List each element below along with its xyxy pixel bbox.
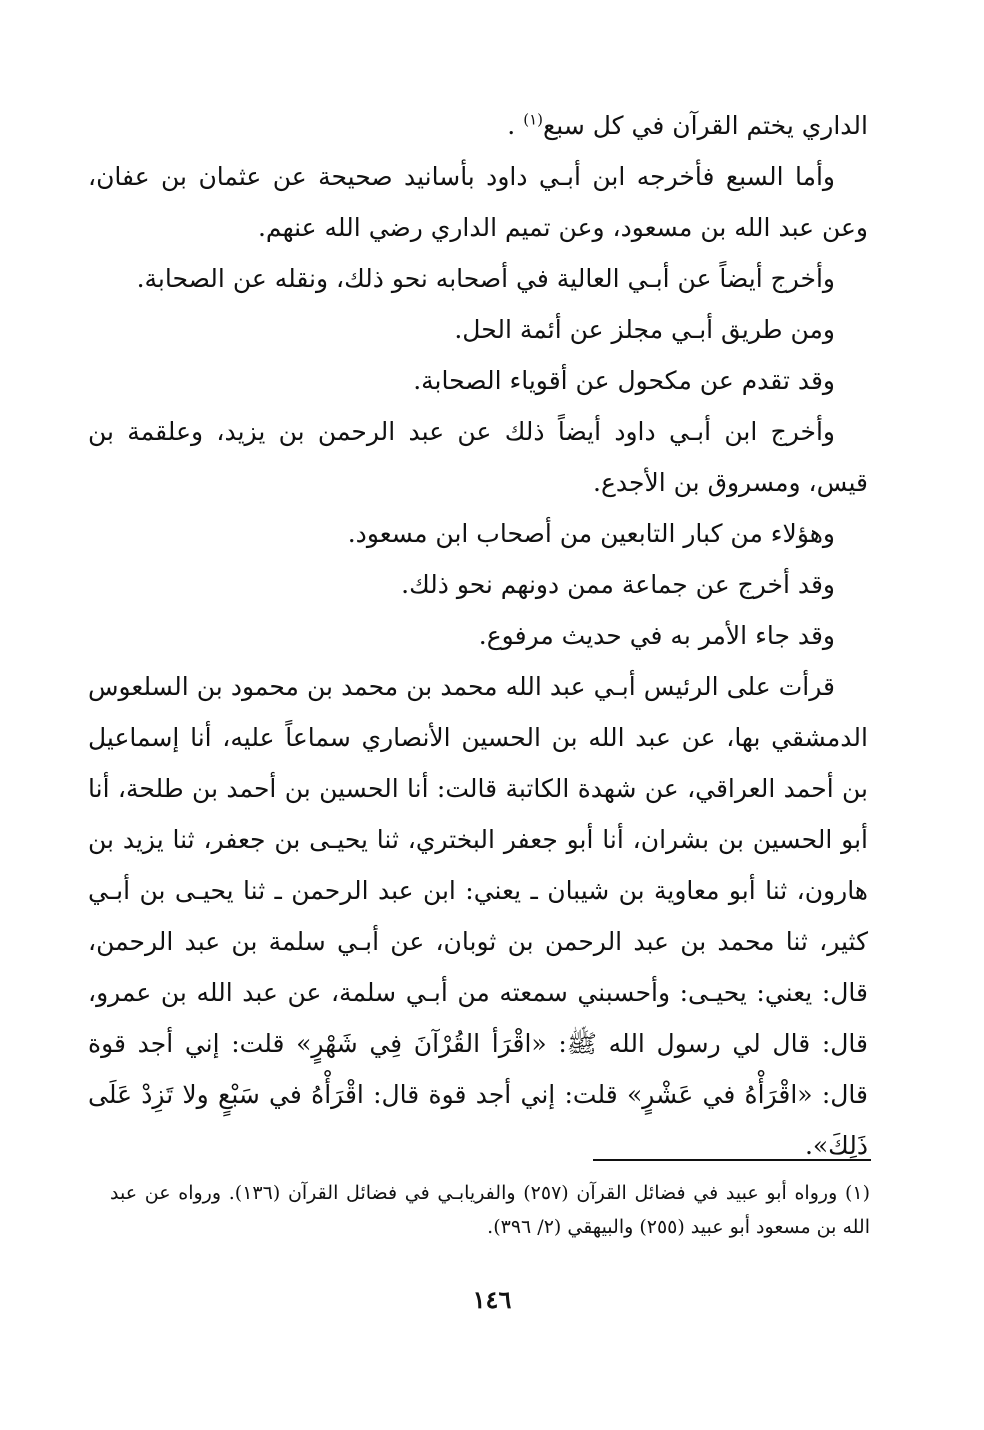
page-number: ١٤٦ bbox=[472, 1285, 512, 1314]
main-text bbox=[88, 100, 868, 1171]
paragraph-8: وقد أخرج عن جماعة ممن دونهم نحو ذلك. bbox=[401, 570, 835, 599]
footnotes bbox=[110, 1176, 870, 1244]
paragraph-3: وأخرج أيضاً عن أبـي العالية في أصحابه نحو ذلك، ونقله عن الصحابة. bbox=[136, 264, 835, 293]
paragraph-9: وقد جاء الأمر به في حديث مرفوع. bbox=[478, 621, 835, 650]
paragraph-10: قرأت على الرئيس أبـي عبد الله محمد بن محمد بن محمود بن السلعوس الدمشقي بها، عن عبد الله بن الحسين الأنصاري سماعاً عليه، أنا إسماعيل بن أحمد العراقي، عن شهدة الكاتبة قالت: أنا الحسين بن أحمد بن طلحة، أنا أبو الحسين بن بشران، أنا أبو جعفر البختري، ثنا يحيـى بن جعفر، ثنا يزيد بن هارون، ثنا أبو معاوية بن شيبان ـ يعني: ابن عبد الرحمن ـ ثنا يحيـى بن أبـي كثير، ثنا محمد بن عبد الرحمن بن ثوبان، عن أبـي سلمة بن عبد الرحمن، قال: يعني: يحيـى: وأحسبني سمعته من أبـي سلمة، عن عبد الله بن عمرو، قال: قال لي رسول الله ﷺ: «اقْرَأ القُرْآنَ فِي شَهْرٍ» قلت: إني أجد قوة قال: «اقْرَأْهُ في عَشْرٍ» قلت: إني أجد قوة قال: اقْرَأْهُ في سَبْعٍ ولا تَزِدْ عَلَى ذَلِكَ». bbox=[88, 672, 868, 1160]
footnote-reference[interactable]: (١) bbox=[523, 110, 543, 129]
paragraph-2: وأما السبع فأخرجه ابن أبـي داود بأسانيد صحيحة عن عثمان بن عفان، وعن عبد الله بن مسعود، وعن تميم الداري رضي الله عنهم. bbox=[88, 162, 868, 242]
paragraph-6: وأخرج ابن أبـي داود أيضاً ذلك عن عبد الرحمن بن يزيد، وعلقمة بن قيس، ومسروق بن الأجدع. bbox=[88, 417, 868, 497]
paragraph-7: وهؤلاء من كبار التابعين من أصحاب ابن مسعود. bbox=[347, 519, 835, 548]
paragraph-1 bbox=[88, 100, 868, 151]
page-body bbox=[88, 100, 868, 1171]
paragraph-1-text: الداري يختم القرآن في كل سبع bbox=[542, 111, 868, 140]
footnote-separator bbox=[593, 1159, 871, 1161]
paragraph-4: ومن طريق أبـي مجلز عن أئمة الحل. bbox=[454, 315, 835, 344]
footnote-1: (١) ورواه أبو عبيد في فضائل القرآن (٢٥٧) والفريابـي في فضائل القرآن (١٣٦). ورواه عن عبد الله بن مسعود أبو عبيد (٢٥٥) والبيهقي (٢/ ٣٩٦). bbox=[110, 1182, 871, 1238]
paragraph-1-end: . bbox=[507, 111, 524, 140]
paragraph-5: وقد تقدم عن مكحول عن أقوياء الصحابة. bbox=[413, 366, 835, 395]
